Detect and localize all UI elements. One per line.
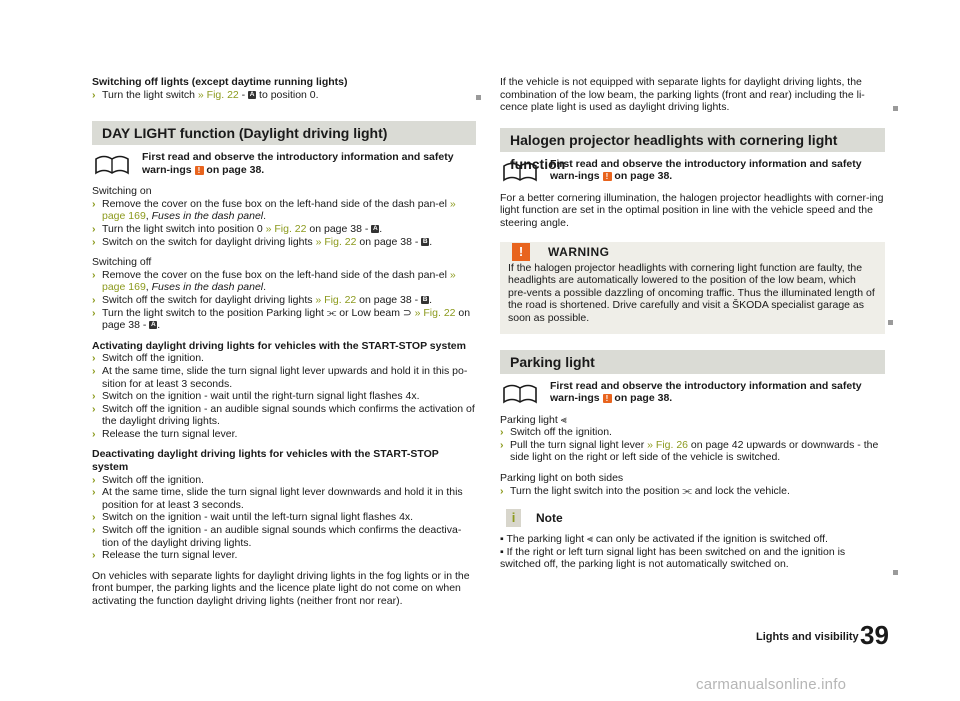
chevron-icon: › [92,511,96,524]
section-heading-day-light: DAY LIGHT function (Daylight driving light) [92,121,476,145]
chevron-icon: › [92,486,96,499]
page-link[interactable]: » page 169 [102,197,456,223]
note-title: Note [536,511,563,526]
step-item: › Turn the light switch into the position ⫘ and lock the vehicle. [500,484,790,497]
step-item: › Switch off the switch for daylight driving lights » Fig. 22 on page 38 - B . [92,293,432,306]
book-icon [502,160,538,182]
chevron-icon: › [92,222,96,235]
parking-light-icon: ⫷ [587,533,593,546]
step-item: › Turn the light switch into position 0 » Fig. 22 on page 38 - A . [92,222,383,235]
step-item: › Switch off the ignition - an audible signal sounds which confirms the activation of the daylight driving lights. [92,402,475,428]
note-header [500,507,885,529]
page-link[interactable]: » page 169 [102,268,456,294]
step-item: › Switch off the ignition. [92,352,204,365]
step-item: › Switch on the ignition - wait until the left-turn signal light flashes 4x. [92,511,414,524]
left-column [92,76,476,608]
chevron-icon: › [500,438,504,451]
chevron-icon: › [92,293,96,306]
chevron-icon: › [92,88,96,101]
switching-off-title: Switching off [92,256,152,269]
step-item: › Switch on the switch for daylight driving lights » Fig. 22 on page 38 - B . [92,235,433,248]
chevron-icon: › [92,306,96,319]
fig-link[interactable]: » Fig. 22 [411,306,456,319]
switching-on-steps [92,198,476,248]
step-item: › At the same time, slide the turn signal light lever downwards and hold it in this position for at least 3 seconds. [92,486,463,511]
read-first-note: First read and observe the introductory information and safety warn-ings ! on page 38. [92,151,476,177]
switch-off-step: › Turn the light switch » Fig. 22 - A to position 0. [92,88,319,101]
switching-on-title: Switching on [92,185,152,198]
note-item: ▪ The parking light ⫷ can only be activated if the ignition is switched off. [500,533,828,546]
fig-link[interactable]: » Fig. 22 [197,88,239,101]
fig-link[interactable]: » Fig. 22 [315,293,357,306]
info-icon: i [506,509,521,527]
intro-paragraph: If the vehicle is not equipped with separate lights for daylight driving lights, the combination of the low beam, the parking lights (front and rear) including the li-cence plate light is used as daylight driving lights. [500,76,865,114]
warning-box [500,242,885,334]
closing-paragraph: On vehicles with separate lights for daylight driving lights in the fog lights or in the front bumper, the parking lights and the licence plate light do not come on when activating the function daylight driving lights (neither front nor rear). [92,569,470,607]
step-item: › Release the turn signal lever. [92,549,238,562]
parking-light-title: Parking light ⫷ [500,413,567,426]
warning-mini-icon: ! [195,166,204,175]
footer-section-title: Lights and visibility [756,631,859,643]
deactivating-steps [92,474,476,562]
chevron-icon: › [92,197,96,210]
deactivating-title: Deactivating daylight driving lights for vehicles with the START-STOP system [92,448,439,474]
chevron-icon: › [92,473,96,486]
parking-light-icon: ⫘ [326,306,337,319]
note-item: ▪ If the right or left turn signal light has been switched on and the ignition is switched off, the parking light is not automatically switched on. [500,545,846,571]
book-icon [94,153,130,175]
watermark: carmanualsonline.info [696,676,847,693]
fig-link[interactable]: » Fig. 22 [315,235,357,248]
activating-title: Activating daylight driving lights for vehicles with the START-STOP system [92,339,466,352]
fig-link[interactable]: » Fig. 22 [265,222,307,235]
chevron-icon: › [92,364,96,377]
activating-steps [92,352,476,440]
section-heading-halogen: Halogen projector headlights with cornering light function [500,128,885,152]
warning-title: WARNING [548,244,610,259]
step-item: › At the same time, slide the turn signal light lever upwards and hold it in this po-sition for at least 3 seconds. [92,364,468,390]
right-column [500,76,885,571]
chevron-icon: › [92,402,96,415]
parking-light-icon: ⫷ [560,413,567,426]
warning-icon: ! [512,243,530,261]
end-mark-icon [893,570,898,575]
halogen-paragraph: For a better cornering illumination, the halogen projector headlights with corner-ing light function are set in the optimal position in line with the vehicle speed and the steering angle. [500,191,884,229]
read-first-note: First read and observe the introductory information and safety warn-ings ! on page 38. [500,380,885,406]
chevron-icon: › [92,235,96,248]
step-item: › Release the turn signal lever. [92,427,238,440]
chevron-icon: › [92,352,96,365]
label-box-icon: A [249,90,255,98]
end-mark-icon [893,106,898,111]
label-box-icon: B [422,296,428,304]
step-item: › Switch off the ignition - an audible signal sounds which confirms the deactiva-tion of the daylight driving lights. [92,524,462,549]
chevron-icon: › [92,549,96,562]
label-box-icon: B [422,237,428,245]
label-box-icon: A [372,225,378,233]
chevron-icon: › [92,390,96,403]
step-item: › Pull the turn signal light lever » Fig. 26 on page 42 upwards or downwards - the side light on the right or left side of the vehicle is switched. [500,438,879,464]
low-beam-icon: ⊃ [402,306,412,319]
step-item: › Switch on the ignition - wait until the right-turn signal light flashes 4x. [92,390,420,403]
book-icon [502,382,538,404]
step-item: › Turn the light switch to the position Parking light ⫘ or Low beam ⊃ » Fig. 22 on page 38 - A . [92,306,471,332]
step-item: › Remove the cover on the fuse box on the left-hand side of the dash pan-el » page 169, Fuses in the dash panel. [92,197,456,223]
warning-text: If the halogen projector headlights with cornering light function are faulty, the headlights are automatically lowered to the position of the low beam, which pre-vents a possible dazzling of oncoming traffic. Thus the illuminated length of the road is shortened. Drive carefully and visit a ŠKODA specialist garage as soon as possible. [508,261,875,324]
warning-mini-icon: ! [603,394,612,403]
step-item: › Remove the cover on the fuse box on the left-hand side of the dash pan-el » page 169, Fuses in the dash panel. [92,268,456,294]
chevron-icon: › [92,427,96,440]
parking-light-icon: ⫘ [682,484,692,497]
warning-mini-icon: ! [603,172,612,181]
step-item: › Switch off the ignition. [500,426,612,439]
end-mark-icon [476,95,481,100]
chevron-icon: › [92,524,96,537]
section-heading-parking: Parking light [500,350,885,374]
switch-off-title: Switching off lights (except daytime running lights) [92,76,348,88]
chevron-icon: › [92,268,96,281]
switching-off-steps [92,269,476,332]
chevron-icon: › [500,484,504,497]
both-sides-title: Parking light on both sides [500,471,624,484]
end-mark-icon [888,320,893,325]
page-number: 39 [860,620,889,650]
chevron-icon: › [500,426,504,439]
step-item: › Switch off the ignition. [92,473,204,486]
read-first-note: First read and observe the introductory information and safety warn-ings ! on page 38. [500,158,885,184]
fig-link[interactable]: » Fig. 26 [647,438,689,451]
label-box-icon: A [150,321,156,329]
